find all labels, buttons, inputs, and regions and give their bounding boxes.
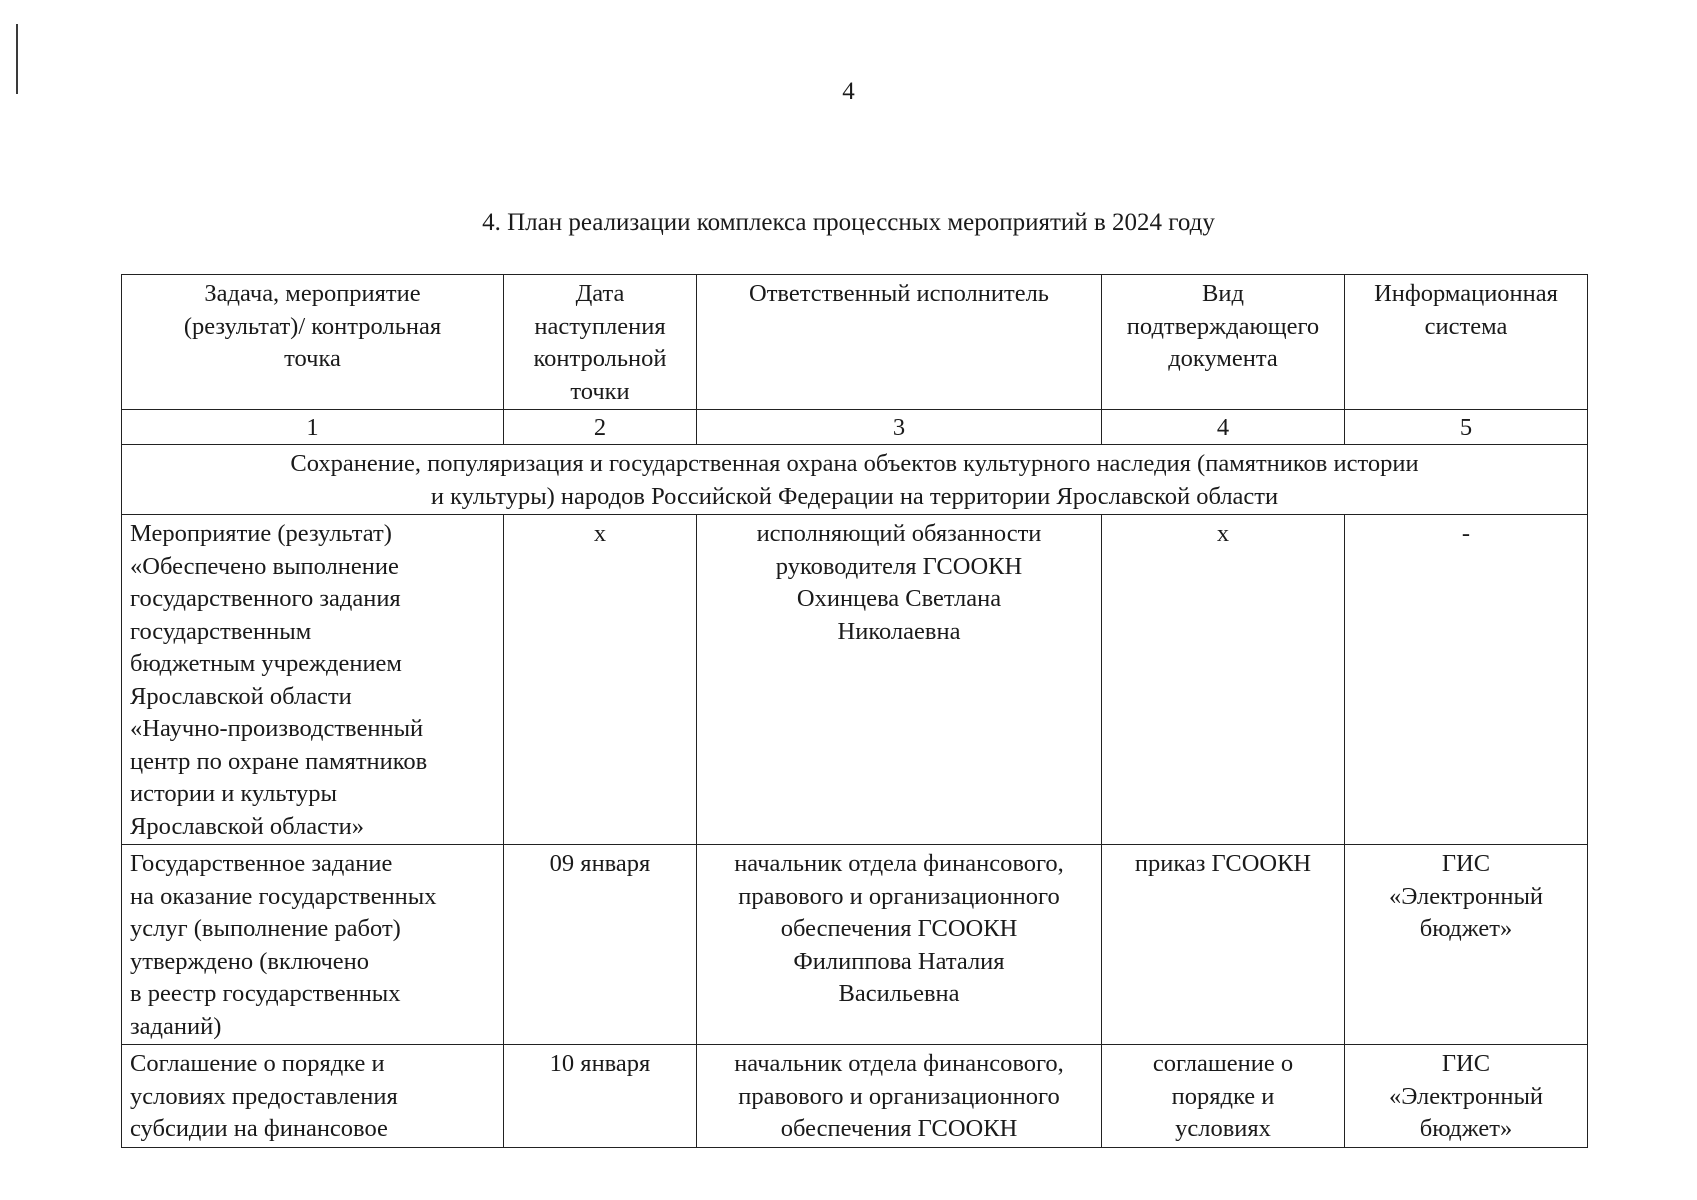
header-task: Задача, мероприятие (результат)/ контрольная точка <box>122 275 504 410</box>
cell-executor: начальник отдела финансового, правового и организационного обеспечения ГСООКН Филиппова Наталия Васильевна <box>697 845 1102 1045</box>
table-row <box>122 515 1588 845</box>
cell-document: х <box>1102 515 1345 845</box>
header-date: Дата наступления контрольной точки <box>504 275 697 410</box>
cell-document: приказ ГСООКН <box>1102 845 1345 1045</box>
cell-system: ГИС «Электронный бюджет» <box>1345 845 1588 1045</box>
column-number: 2 <box>504 410 697 445</box>
section-row <box>122 445 1588 515</box>
column-number: 1 <box>122 410 504 445</box>
cell-task: Мероприятие (результат) «Обеспечено выполнение государственного задания государственным бюджетным учреждением Ярославской области «Научно-производственный центр по охране памятников истории и культуры Ярославской области» <box>122 515 504 845</box>
cell-system: - <box>1345 515 1588 845</box>
table-row <box>122 845 1588 1045</box>
column-number: 5 <box>1345 410 1588 445</box>
table-header-row <box>122 275 1588 410</box>
header-executor: Ответственный исполнитель <box>697 275 1102 410</box>
cell-date: х <box>504 515 697 845</box>
document-title: 4. План реализации комплекса процессных мероприятий в 2024 году <box>482 209 1215 236</box>
cell-date: 10 января <box>504 1045 697 1148</box>
column-number: 3 <box>697 410 1102 445</box>
plan-table <box>121 274 1588 1148</box>
column-number-row <box>122 410 1588 445</box>
table-row <box>122 1045 1588 1148</box>
cell-document: соглашение о порядке и условиях <box>1102 1045 1345 1148</box>
cell-task: Соглашение о порядке и условиях предоставления субсидии на финансовое <box>122 1045 504 1148</box>
section-title: Сохранение, популяризация и государственная охрана объектов культурного наследия (памятников истории и культуры) народов Российской Федерации на территории Ярославской области <box>122 445 1588 515</box>
cell-date: 09 января <box>504 845 697 1045</box>
header-document: Вид подтверждающего документа <box>1102 275 1345 410</box>
header-system: Информационная система <box>1345 275 1588 410</box>
cell-task: Государственное задание на оказание государственных услуг (выполнение работ) утверждено (включено в реестр государственных заданий) <box>122 845 504 1045</box>
cell-executor: исполняющий обязанности руководителя ГСООКН Охинцева Светлана Николаевна <box>697 515 1102 845</box>
cell-system: ГИС «Электронный бюджет» <box>1345 1045 1588 1148</box>
cell-executor: начальник отдела финансового, правового и организационного обеспечения ГСООКН <box>697 1045 1102 1148</box>
column-number: 4 <box>1102 410 1345 445</box>
page-number: 4 <box>842 78 855 105</box>
